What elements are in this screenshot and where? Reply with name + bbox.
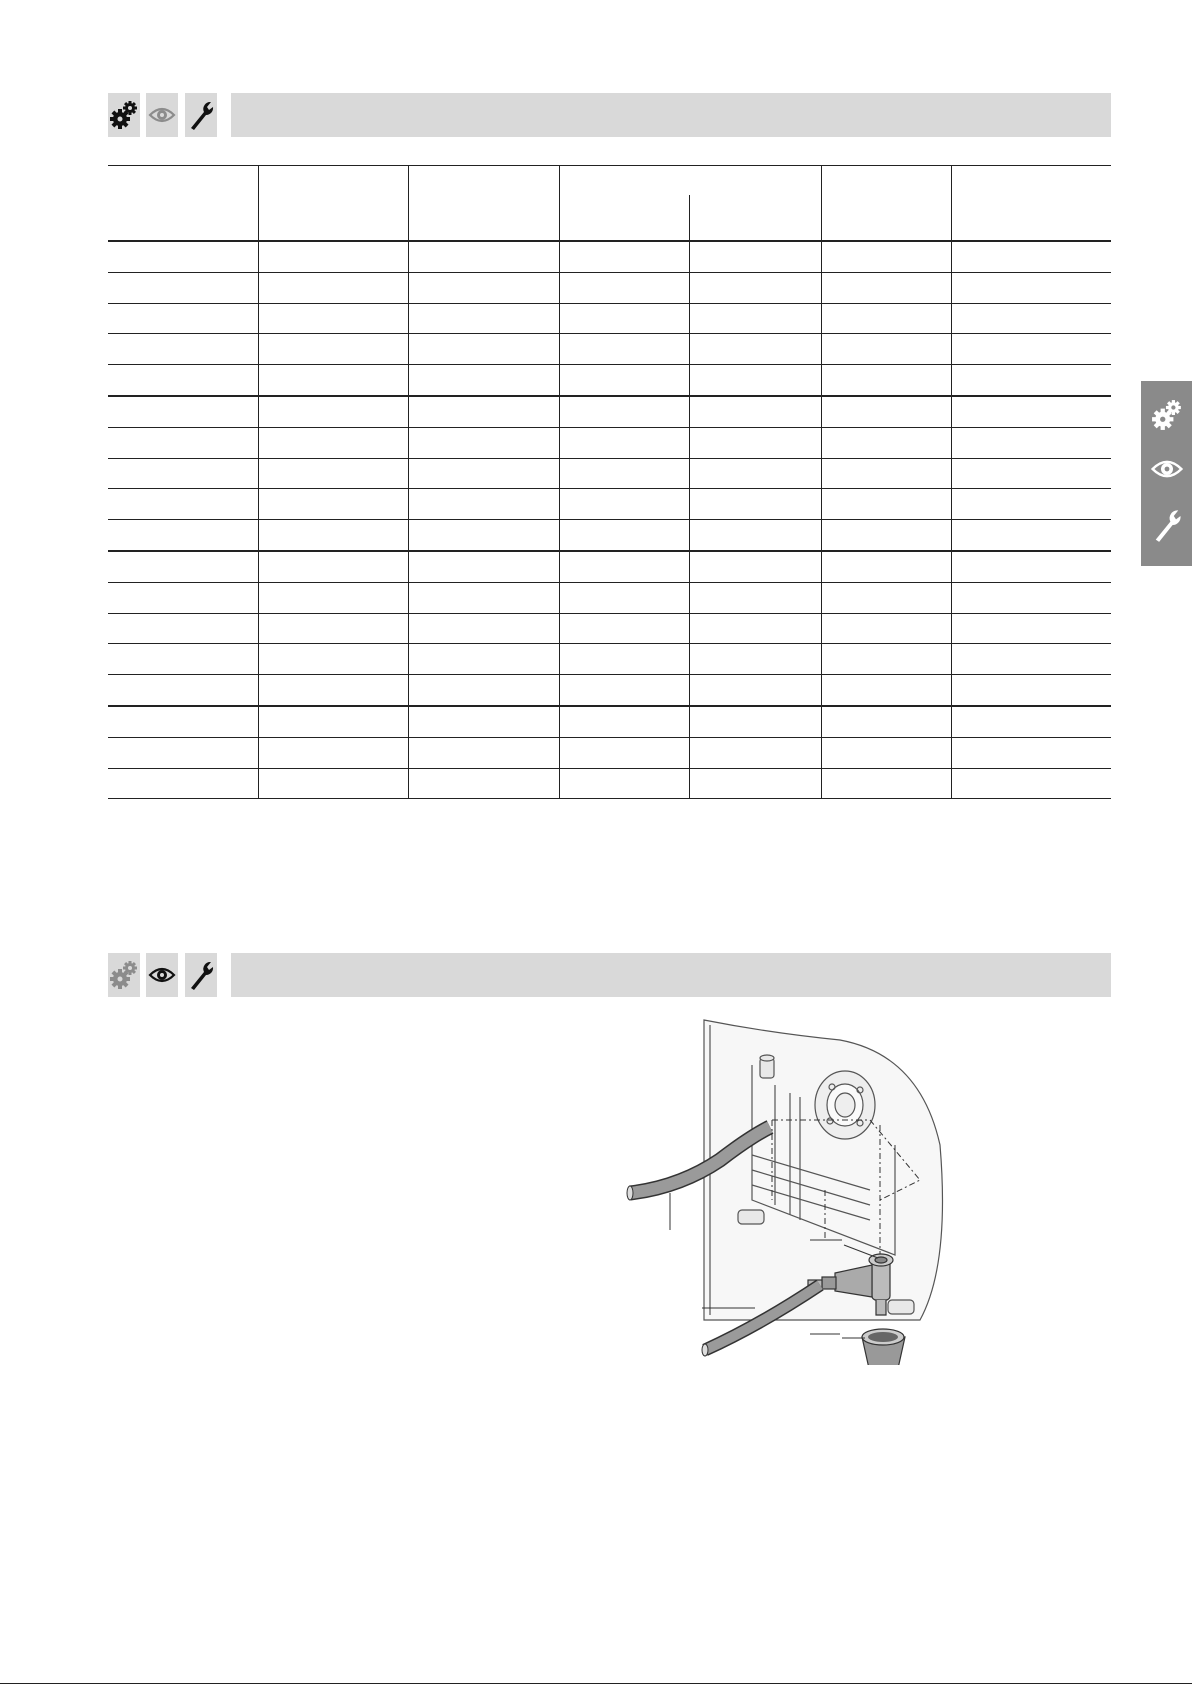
- table-cell: [951, 520, 1111, 551]
- table-cell: [258, 644, 408, 675]
- eye-icon: [146, 953, 178, 997]
- table-cell: [951, 303, 1111, 334]
- table-cell: [108, 427, 258, 458]
- table-cell: [689, 272, 821, 303]
- table-cell: [821, 551, 951, 582]
- table-cell: [408, 427, 559, 458]
- table-cell: [408, 489, 559, 520]
- table-cell: [821, 365, 951, 396]
- table-cell: [559, 303, 689, 334]
- table-cell: [559, 458, 689, 489]
- table-row: [108, 396, 1111, 427]
- table-cell: [108, 520, 258, 551]
- column-header: [951, 166, 1111, 242]
- table-row: [108, 334, 1111, 365]
- table-cell: [258, 520, 408, 551]
- table-row: [108, 737, 1111, 768]
- table-cell: [408, 520, 559, 551]
- table-cell: [559, 582, 689, 613]
- installation-illustration: [620, 1015, 960, 1365]
- table-cell: [408, 241, 559, 272]
- table-row: [108, 365, 1111, 396]
- table-cell: [408, 551, 559, 582]
- table-cell: [408, 303, 559, 334]
- table-cell: [108, 458, 258, 489]
- column-header: [821, 166, 951, 242]
- table-cell: [408, 365, 559, 396]
- table-cell: [559, 427, 689, 458]
- table-cell: [258, 768, 408, 799]
- table-cell: [821, 241, 951, 272]
- data-table: [108, 165, 1111, 799]
- table-cell: [108, 365, 258, 396]
- table-cell: [951, 458, 1111, 489]
- table-cell: [408, 644, 559, 675]
- table-cell: [559, 737, 689, 768]
- table-cell: [408, 396, 559, 427]
- table-cell: [108, 303, 258, 334]
- table-cell: [258, 675, 408, 706]
- column-header: [258, 166, 408, 242]
- table-cell: [108, 272, 258, 303]
- column-subheader: [559, 195, 689, 241]
- column-header: [408, 166, 559, 242]
- table-cell: [821, 644, 951, 675]
- column-group-header: [559, 166, 821, 196]
- section-title-bar: [231, 93, 1111, 137]
- table-cell: [689, 396, 821, 427]
- table-cell: [951, 334, 1111, 365]
- table-cell: [408, 458, 559, 489]
- table-cell: [408, 613, 559, 644]
- table-cell: [951, 582, 1111, 613]
- table-cell: [408, 737, 559, 768]
- table-cell: [108, 334, 258, 365]
- table-cell: [258, 737, 408, 768]
- table-cell: [951, 613, 1111, 644]
- table-cell: [258, 365, 408, 396]
- table-cell: [258, 582, 408, 613]
- table-row: [108, 551, 1111, 582]
- section-header-1: [108, 93, 1111, 137]
- table-cell: [108, 737, 258, 768]
- table-cell: [951, 737, 1111, 768]
- column-subheader: [689, 195, 821, 241]
- table-cell: [951, 644, 1111, 675]
- table-cell: [821, 582, 951, 613]
- table-row: [108, 241, 1111, 272]
- table-cell: [559, 272, 689, 303]
- table-cell: [689, 644, 821, 675]
- table-cell: [258, 458, 408, 489]
- table-cell: [408, 582, 559, 613]
- table-row: [108, 706, 1111, 737]
- section-title-bar: [231, 953, 1111, 997]
- table-cell: [108, 768, 258, 799]
- table-cell: [559, 644, 689, 675]
- wrench-icon: [1151, 507, 1183, 548]
- table-cell: [108, 489, 258, 520]
- table-row: [108, 675, 1111, 706]
- table-cell: [408, 768, 559, 799]
- table-row: [108, 303, 1111, 334]
- table-cell: [108, 675, 258, 706]
- gears-icon: [1152, 399, 1182, 436]
- table-cell: [821, 737, 951, 768]
- table-row: [108, 427, 1111, 458]
- table-cell: [559, 551, 689, 582]
- table-cell: [689, 706, 821, 737]
- table-cell: [951, 365, 1111, 396]
- table-cell: [108, 706, 258, 737]
- table-cell: [951, 706, 1111, 737]
- table-cell: [559, 241, 689, 272]
- table-cell: [821, 272, 951, 303]
- table-cell: [108, 551, 258, 582]
- table-cell: [689, 551, 821, 582]
- table-cell: [951, 675, 1111, 706]
- table-cell: [408, 675, 559, 706]
- table-cell: [559, 396, 689, 427]
- table-cell: [951, 768, 1111, 799]
- table-cell: [689, 303, 821, 334]
- table-cell: [821, 396, 951, 427]
- side-tab: [1141, 381, 1192, 566]
- table-cell: [559, 520, 689, 551]
- table-cell: [951, 241, 1111, 272]
- table-cell: [689, 737, 821, 768]
- table-cell: [689, 489, 821, 520]
- table-cell: [951, 489, 1111, 520]
- wrench-icon: [185, 93, 217, 137]
- gears-icon: [108, 953, 140, 997]
- table-cell: [559, 365, 689, 396]
- table-cell: [559, 334, 689, 365]
- table-row: [108, 644, 1111, 675]
- table-cell: [258, 303, 408, 334]
- table-cell: [951, 427, 1111, 458]
- table-cell: [258, 427, 408, 458]
- table-cell: [821, 334, 951, 365]
- table-row: [108, 768, 1111, 799]
- eye-icon: [1150, 457, 1184, 486]
- table-cell: [258, 241, 408, 272]
- table-cell: [821, 520, 951, 551]
- table-cell: [258, 613, 408, 644]
- table-cell: [821, 427, 951, 458]
- table-cell: [821, 303, 951, 334]
- table-cell: [689, 768, 821, 799]
- table-row: [108, 272, 1111, 303]
- table-cell: [689, 582, 821, 613]
- table-cell: [408, 334, 559, 365]
- table-cell: [689, 427, 821, 458]
- table-cell: [821, 489, 951, 520]
- table-cell: [258, 272, 408, 303]
- table-cell: [821, 675, 951, 706]
- gears-icon: [108, 93, 140, 137]
- table-cell: [951, 396, 1111, 427]
- table-cell: [559, 675, 689, 706]
- table-cell: [689, 675, 821, 706]
- wrench-icon: [185, 953, 217, 997]
- table-cell: [689, 520, 821, 551]
- column-header: [108, 166, 258, 242]
- table-cell: [258, 334, 408, 365]
- table-cell: [821, 706, 951, 737]
- table-cell: [689, 613, 821, 644]
- table-cell: [108, 396, 258, 427]
- table-cell: [559, 613, 689, 644]
- table-row: [108, 489, 1111, 520]
- table-cell: [689, 365, 821, 396]
- table-cell: [559, 489, 689, 520]
- table-cell: [108, 644, 258, 675]
- table-cell: [951, 551, 1111, 582]
- table-cell: [108, 613, 258, 644]
- table-row: [108, 520, 1111, 551]
- table-cell: [108, 582, 258, 613]
- section-header-2: [108, 953, 1111, 997]
- table-cell: [821, 613, 951, 644]
- table-cell: [408, 272, 559, 303]
- table-cell: [559, 768, 689, 799]
- table-cell: [258, 489, 408, 520]
- table-row: [108, 458, 1111, 489]
- table-row: [108, 613, 1111, 644]
- page-bottom-rule: [0, 1683, 1192, 1684]
- table-cell: [559, 706, 689, 737]
- eye-icon: [146, 93, 178, 137]
- table-cell: [258, 706, 408, 737]
- table-cell: [821, 768, 951, 799]
- table-cell: [108, 241, 258, 272]
- table-cell: [689, 458, 821, 489]
- table-row: [108, 582, 1111, 613]
- table-cell: [689, 241, 821, 272]
- table-cell: [258, 396, 408, 427]
- table-cell: [951, 272, 1111, 303]
- table-cell: [689, 334, 821, 365]
- table-cell: [821, 458, 951, 489]
- table-cell: [408, 706, 559, 737]
- table-cell: [258, 551, 408, 582]
